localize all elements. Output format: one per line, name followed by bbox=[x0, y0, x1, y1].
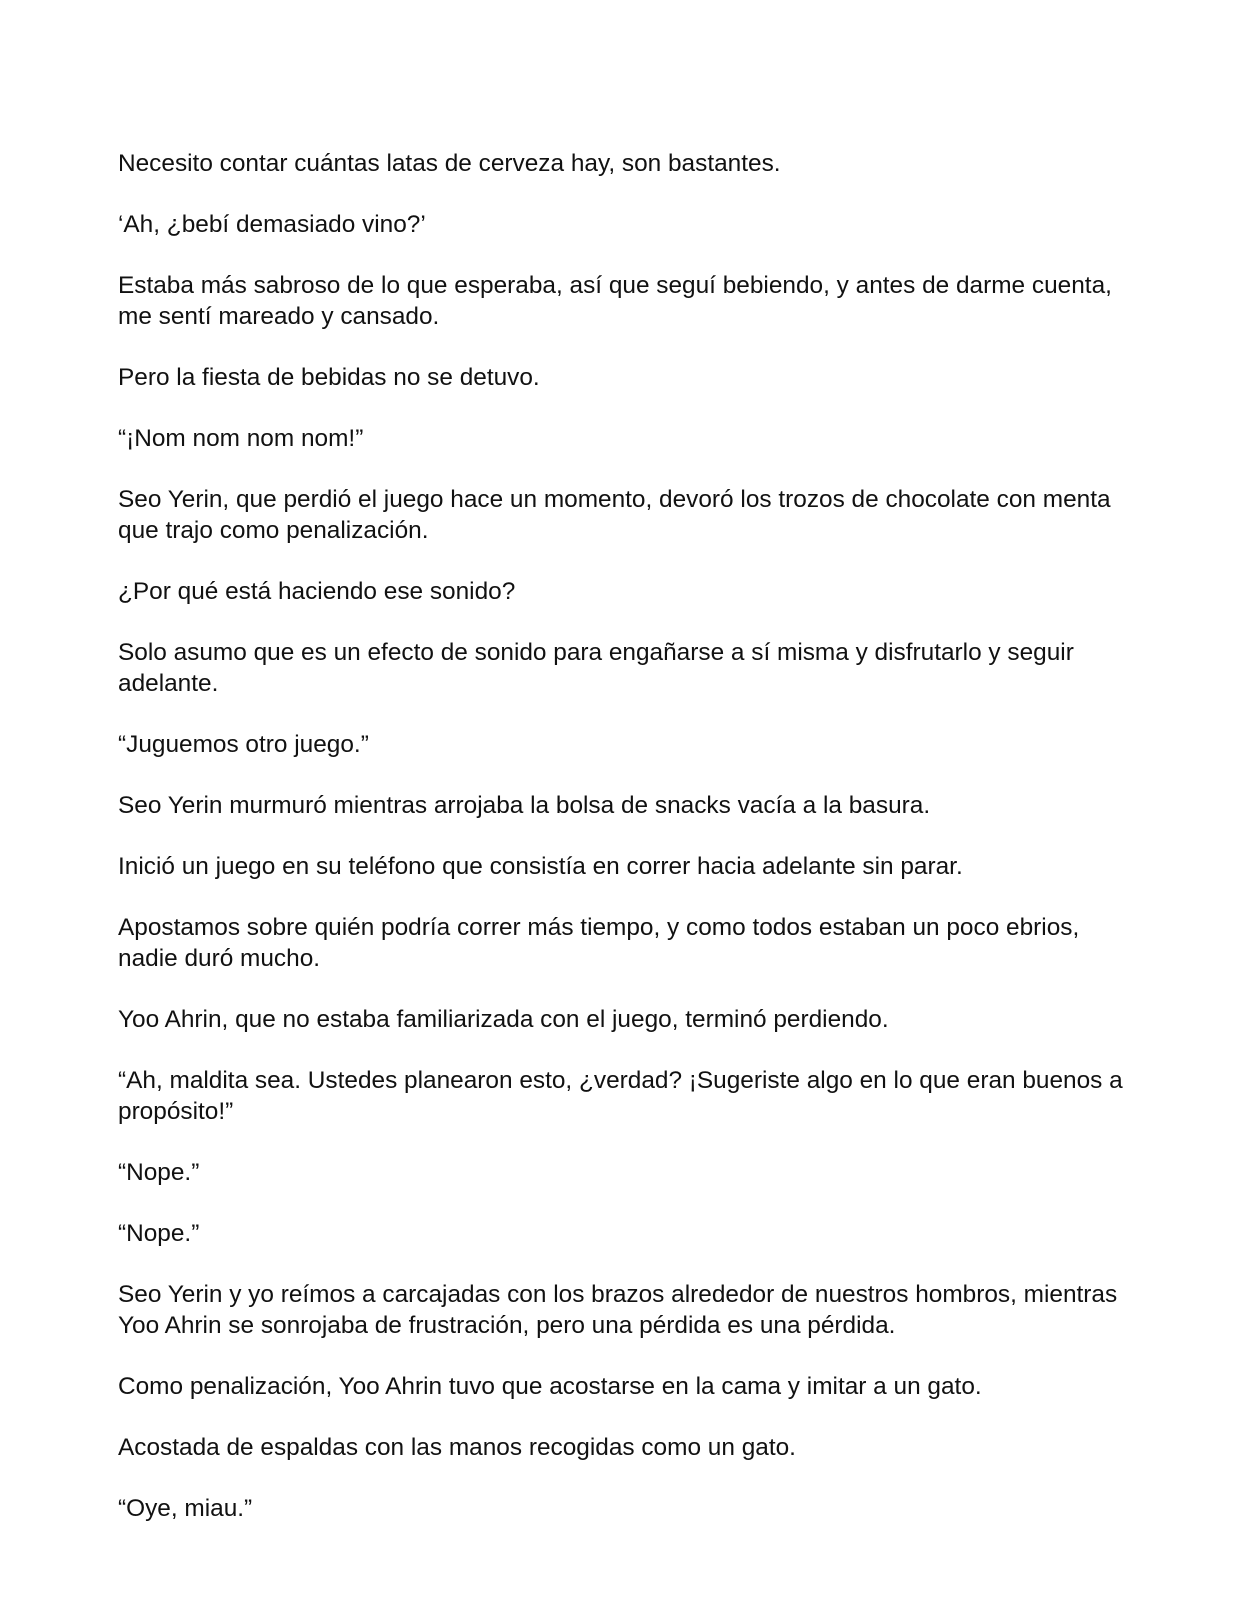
document-body bbox=[118, 148, 1128, 1554]
paragraph: Apostamos sobre quién podría correr más tiempo, y como todos estaban un poco ebrios, nadie duró mucho. bbox=[118, 914, 1080, 972]
paragraph: Yoo Ahrin, que no estaba familiarizada con el juego, terminó perdiendo. bbox=[118, 1006, 889, 1033]
paragraph: “¡Nom nom nom nom!” bbox=[118, 425, 364, 452]
paragraph: Seo Yerin y yo reímos a carcajadas con los brazos alrededor de nuestros hombros, mientras Yoo Ahrin se sonrojaba de frustración, pero una pérdida es una pérdida. bbox=[118, 1281, 1118, 1339]
paragraph: Acostada de espaldas con las manos recogidas como un gato. bbox=[118, 1434, 796, 1461]
paragraph: “Nope.” bbox=[118, 1159, 200, 1186]
paragraph: ‘Ah, ¿bebí demasiado vino?’ bbox=[118, 211, 426, 238]
paragraph: Seo Yerin murmuró mientras arrojaba la bolsa de snacks vacía a la basura. bbox=[118, 792, 931, 819]
paragraph: Pero la fiesta de bebidas no se detuvo. bbox=[118, 364, 540, 391]
paragraph: “Nope.” bbox=[118, 1220, 200, 1247]
paragraph: “Ah, maldita sea. Ustedes planearon esto, ¿verdad? ¡Sugeriste algo en lo que eran buenos a propósito!” bbox=[118, 1067, 1123, 1125]
paragraph: Como penalización, Yoo Ahrin tuvo que acostarse en la cama y imitar a un gato. bbox=[118, 1373, 982, 1400]
paragraph: “Juguemos otro juego.” bbox=[118, 731, 369, 758]
paragraph: Inició un juego en su teléfono que consistía en correr hacia adelante sin parar. bbox=[118, 853, 963, 880]
paragraph: Necesito contar cuántas latas de cerveza hay, son bastantes. bbox=[118, 150, 781, 177]
paragraph: ¿Por qué está haciendo ese sonido? bbox=[118, 578, 516, 605]
paragraph: Seo Yerin, que perdió el juego hace un momento, devoró los trozos de chocolate con menta que trajo como penalización. bbox=[118, 486, 1111, 544]
paragraph: Estaba más sabroso de lo que esperaba, así que seguí bebiendo, y antes de darme cuenta, me sentí mareado y cansado. bbox=[118, 272, 1112, 330]
paragraph: “Oye, miau.” bbox=[118, 1495, 253, 1522]
paragraph: Solo asumo que es un efecto de sonido para engañarse a sí misma y disfrutarlo y seguir adelante. bbox=[118, 639, 1074, 697]
